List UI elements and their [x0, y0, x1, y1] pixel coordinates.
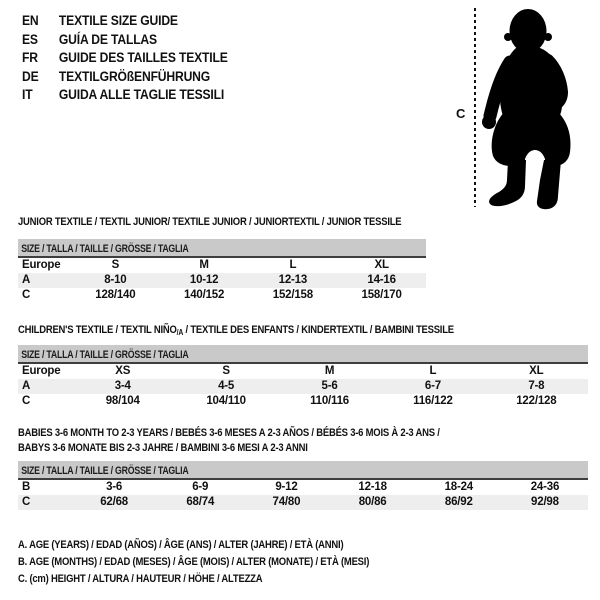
table-rows [18, 480, 588, 510]
cell-value: XS [115, 365, 131, 377]
cell-value: 80/86 [358, 496, 387, 508]
language-row [22, 68, 228, 87]
cell-value: M [324, 365, 335, 377]
children-size-table [18, 345, 588, 409]
row-label: Europe [22, 259, 61, 271]
table-row [18, 273, 426, 288]
babies-title-line-1: BABIES 3-6 MONTH TO 2-3 YEARS / BEBÉS 3-6 MESES A 2-3 AÑOS / BÉBÉS 3-6 MOIS À 2-3 ANS / [18, 427, 440, 439]
row-label: C [22, 496, 31, 508]
cell-value: 18-24 [444, 481, 473, 493]
table-row [18, 288, 426, 303]
language-code: ES [22, 31, 38, 47]
babies-section-title [18, 426, 440, 456]
cell-value: 68/74 [186, 496, 215, 508]
cell-value: 122/128 [516, 395, 557, 407]
cell-value: 9-12 [275, 481, 298, 493]
cell-value: 110/116 [310, 395, 349, 407]
cell-value: 4-5 [218, 380, 235, 392]
cell-value: 24-36 [530, 481, 560, 493]
row-label: A [22, 274, 31, 286]
size-header-label: SIZE / TALLA / TAILLE / GRÖSSE / TAGLIA [21, 465, 189, 477]
babies-title-line-2: BABYS 3-6 MONATE BIS 2-3 JAHRE / BAMBINI 3-6 MESI A 2-3 ANNI [18, 442, 308, 454]
language-row [22, 86, 228, 105]
table-row [18, 258, 426, 273]
row-label: C [22, 289, 31, 301]
cell-value: 7-8 [528, 380, 545, 392]
junior-size-table [18, 239, 426, 303]
size-header-bar [18, 461, 588, 480]
children-title-sub: /A [176, 328, 184, 337]
cell-value: 6-9 [192, 481, 209, 493]
cell-value: 98/104 [105, 395, 140, 407]
cell-value: 10-12 [189, 274, 219, 286]
cell-value: 158/170 [361, 289, 402, 301]
legend-footnotes [18, 537, 369, 587]
baby-silhouette-figure [450, 0, 600, 215]
language-code: FR [22, 50, 38, 66]
babies-size-table [18, 461, 588, 510]
table-row [18, 480, 588, 495]
language-code: DE [22, 68, 39, 84]
legend-line-height: C. (cm) HEIGHT / ALTURA / HAUTEUR / HÖHE / ALTEZZA [18, 572, 263, 585]
cell-value: 3-6 [106, 481, 123, 493]
cell-value: 152/158 [272, 289, 313, 301]
guide-title: GUIDA ALLE TAGLIE TESSILI [58, 87, 225, 103]
legend-line-age-months: B. AGE (MONTHS) / EDAD (MESES) / ÂGE (MOIS) / ALTER (MONATE) / ETÀ (MESI) [18, 555, 370, 568]
cell-value: S [111, 259, 120, 271]
baby-silhouette [482, 9, 570, 209]
cell-value: 74/80 [272, 496, 301, 508]
cell-value: 3-4 [114, 380, 131, 392]
guide-title: GUÍA DE TALLAS [58, 31, 157, 47]
children-title-post: / TEXTILE DES ENFANTS / KINDERTEXTIL / BAMBINI TESSILE [183, 324, 454, 336]
cell-value: 128/140 [95, 289, 136, 301]
junior-section-title: JUNIOR TEXTILE / TEXTIL JUNIOR/ TEXTILE JUNIOR / JUNIORTEXTIL / JUNIOR TESSILE [18, 216, 402, 228]
cell-value: 104/110 [206, 395, 246, 407]
table-row [18, 379, 588, 394]
table-row [18, 364, 588, 379]
table-row [18, 394, 588, 409]
cell-value: 6-7 [424, 380, 441, 392]
row-label: B [22, 481, 31, 493]
language-code: EN [22, 13, 39, 28]
row-label: Europe [22, 365, 61, 377]
size-header-bar [18, 345, 588, 364]
table-row [18, 495, 588, 510]
cell-value: 5-6 [321, 380, 338, 392]
cell-value: 12-18 [358, 481, 387, 493]
language-row [22, 31, 228, 50]
guide-title: TEXTILE SIZE GUIDE [58, 13, 178, 28]
cell-value: XL [529, 365, 544, 377]
cell-value: 116/122 [413, 395, 453, 407]
cell-value: 86/92 [444, 496, 473, 508]
row-label: A [22, 380, 31, 392]
height-dimension-label: C [456, 106, 466, 121]
language-code: IT [22, 87, 33, 103]
cell-value: 92/98 [531, 496, 559, 508]
size-header-bar [18, 239, 426, 258]
cell-value: S [222, 365, 230, 377]
language-row [22, 12, 228, 31]
cell-value: 8-10 [104, 274, 127, 286]
children-title-pre: CHILDREN'S TEXTILE / TEXTIL NIÑO [18, 324, 177, 336]
cell-value: XL [374, 259, 389, 271]
cell-value: 14-16 [367, 274, 396, 286]
children-section-title [18, 324, 454, 337]
size-header-label: SIZE / TALLA / TAILLE / GRÖSSE / TAGLIA [21, 243, 189, 255]
size-header-label: SIZE / TALLA / TAILLE / GRÖSSE / TAGLIA [21, 349, 189, 361]
guide-title: TEXTILGRÖßENFÜHRUNG [58, 68, 211, 84]
row-label: C [22, 395, 31, 407]
cell-value: M [199, 259, 209, 271]
table-rows [18, 364, 588, 409]
cell-value: 12-13 [278, 274, 308, 286]
language-row [22, 49, 228, 68]
table-rows [18, 258, 426, 303]
cell-value: L [289, 259, 297, 271]
guide-title: GUIDE DES TAILLES TEXTILE [58, 50, 228, 66]
cell-value: L [429, 365, 437, 377]
language-title-list [22, 12, 228, 105]
cell-value: 140/152 [184, 289, 225, 301]
legend-line-age-years: A. AGE (YEARS) / EDAD (AÑOS) / ÂGE (ANS) / ALTER (JAHRE) / ETÀ (ANNI) [18, 539, 344, 551]
cell-value: 62/68 [100, 496, 128, 508]
